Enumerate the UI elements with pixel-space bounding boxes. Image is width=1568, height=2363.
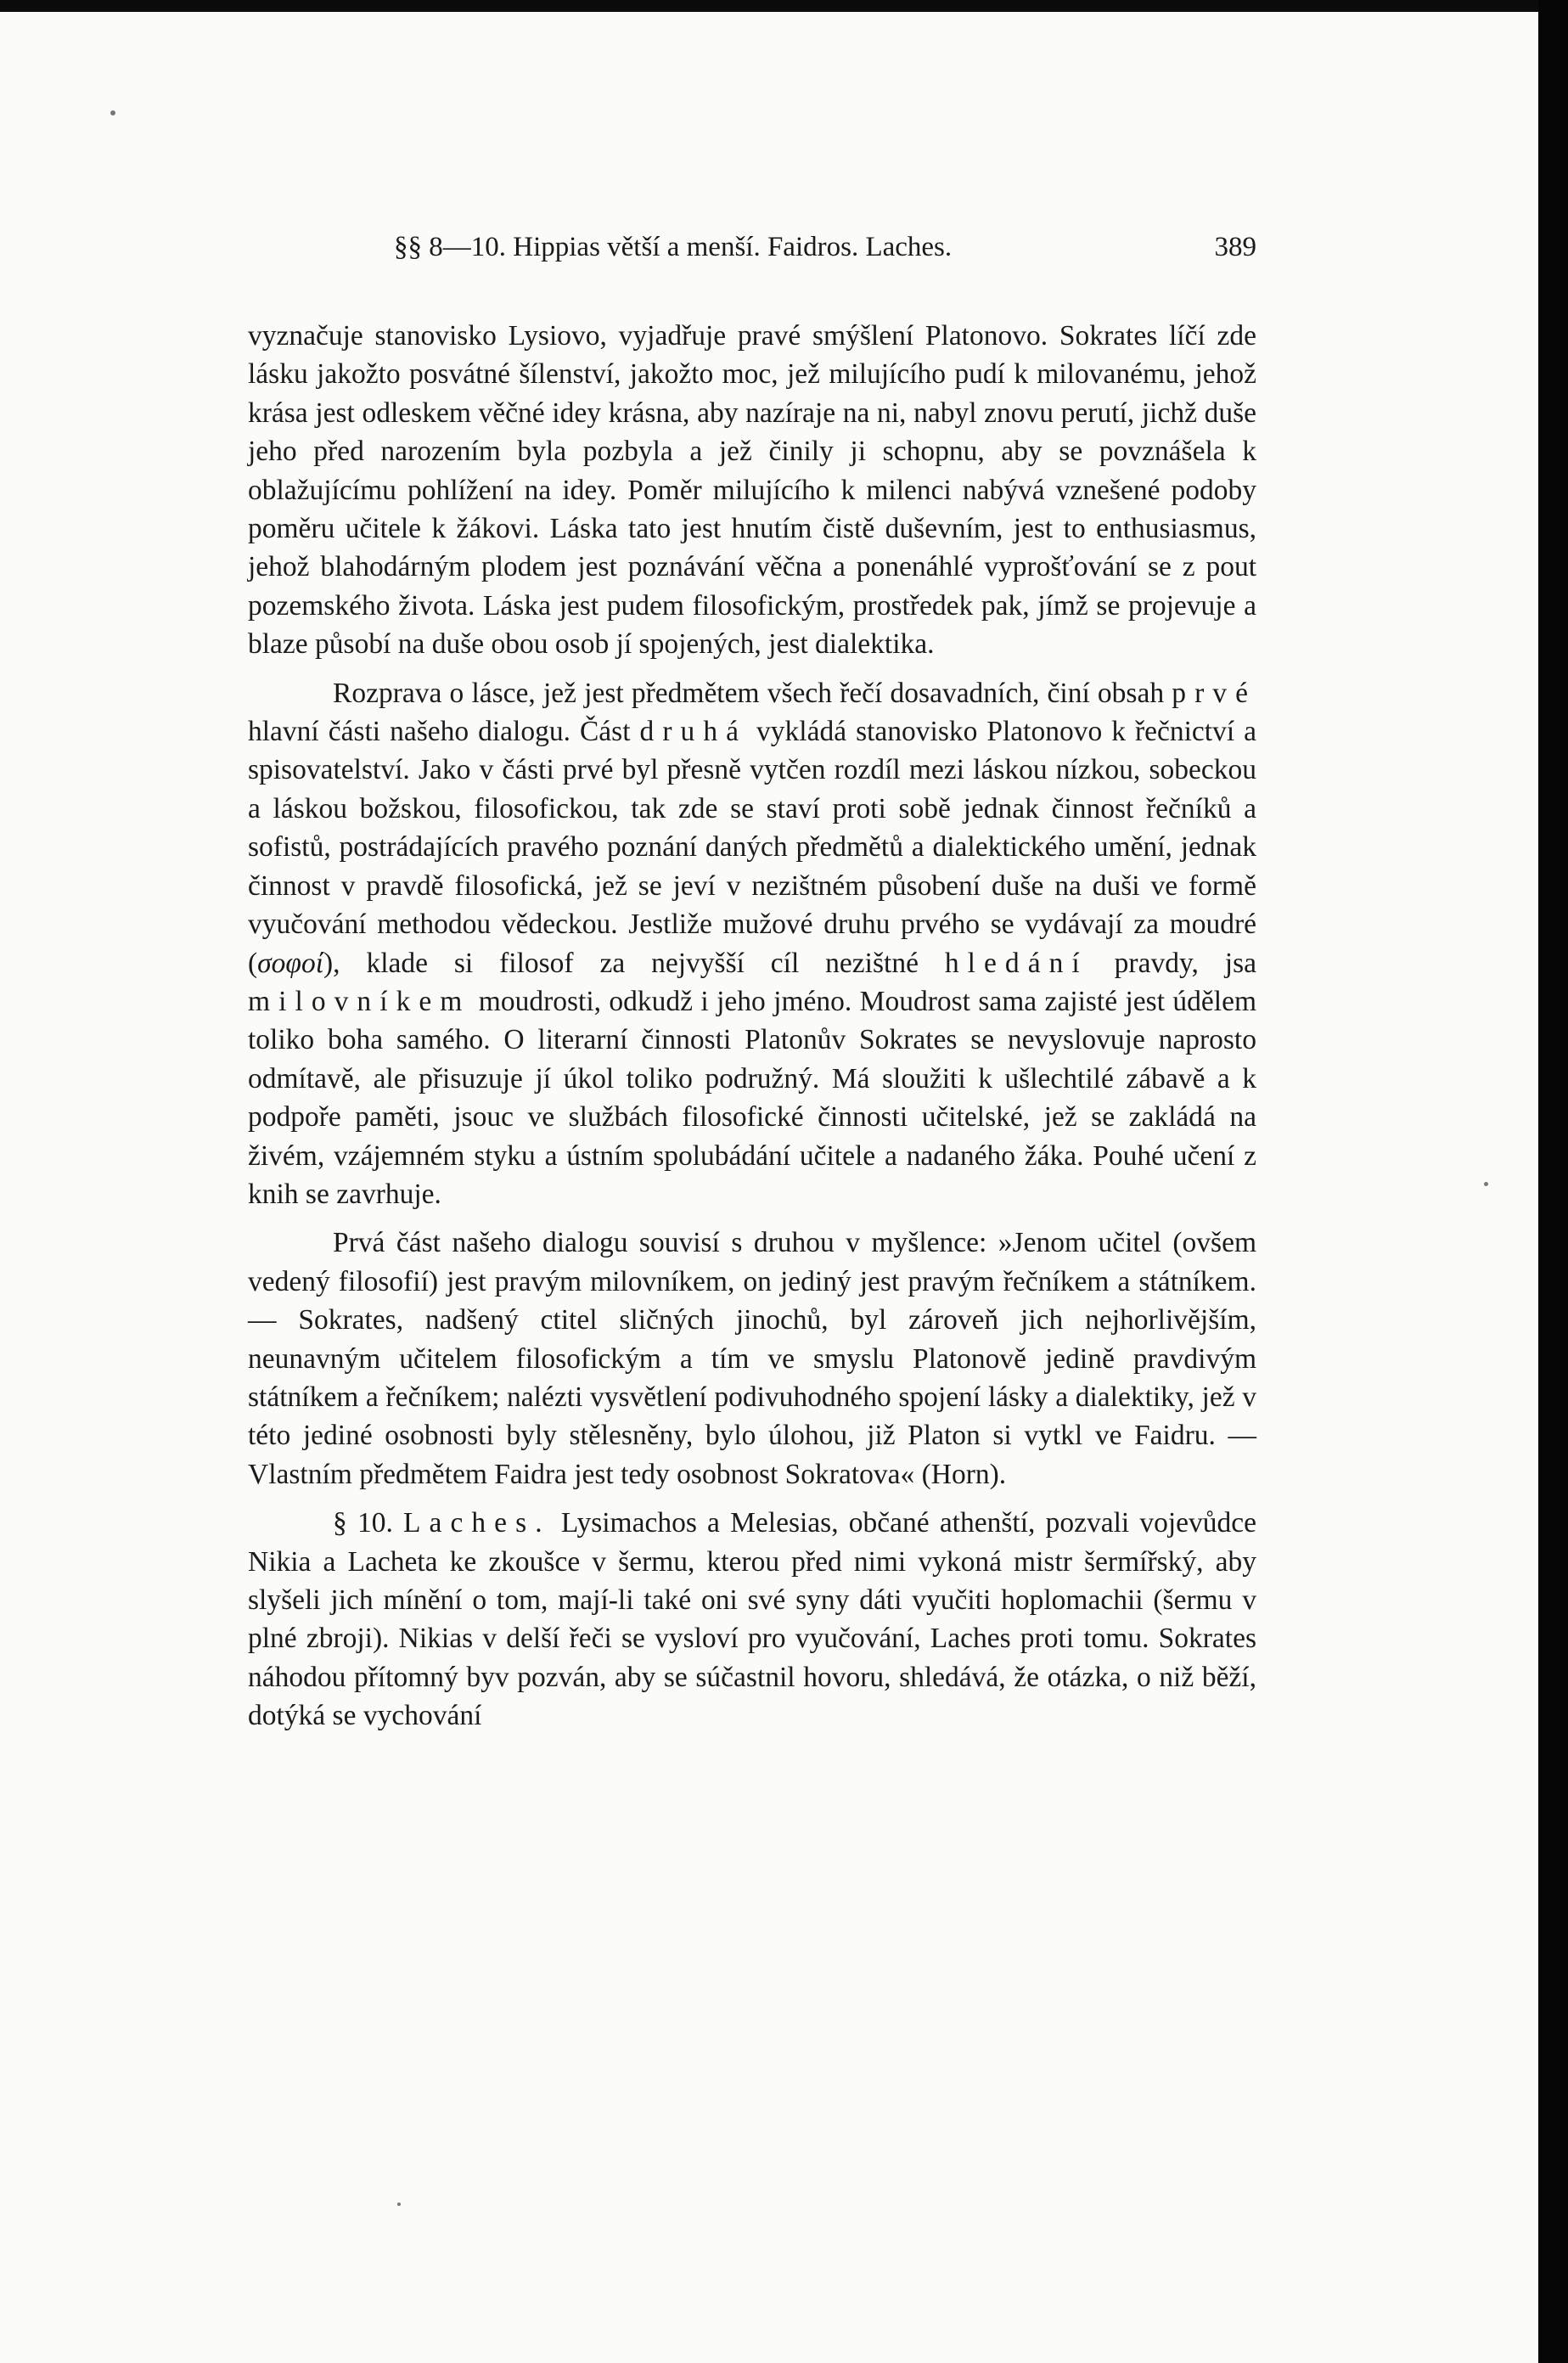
p2-text-e: vykládá stanovisko Platonovo k řečnictví a spisovatelství. Jako v části prvé byl přesně vytčen rozdíl mezi láskou nízkou, sobeckou a láskou božskou, filosofickou, tak zde se staví proti sobě jednak činnost řečníků a sofistů, postrádajících pravého poznání daných předmětů a dialektického umění, jednak činnost v pravdě filosofická, jež se jeví v nezištném působení duše na duši ve formě vyučování methodou vědeckou. Jestliže mužové druhu prvého se vydávají za moudré ( — [248, 716, 1257, 979]
p2-text-h: pravdy, jsa — [1114, 947, 1256, 979]
body-text — [248, 317, 1256, 1736]
p4-text: Lysimachos a Melesias, občané athenští, pozvali vojevůdce Nikia a Lacheta ke zkoušce v šermu, kterou před nimi vykoná mistr šermířský, aby slyšeli jich mínění o tom, mají-li také oni své syny dáti vyučiti hoplomachii (šermu v plné zbroji). Nikias v delší řeči se vysloví pro vyučování, Laches proti tomu. Sokrates náhodou přítomný byv pozván, aby se súčastnil hovoru, shledává, že otázka, o niž běží, dotýká se vychování — [248, 1507, 1257, 1732]
paper-speck — [1484, 1182, 1488, 1186]
paragraph-4 — [248, 1504, 1256, 1735]
page-number: 389 — [1214, 232, 1256, 262]
p2-emphasis-druha: druhá — [639, 716, 748, 748]
paper-speck — [110, 110, 115, 115]
p2-text-c: hlavní části našeho dialogu. Část — [248, 716, 631, 748]
book-page — [0, 12, 1538, 2363]
p2-text-f: ), klade si filosof za nejvyšší cíl nezištné — [323, 947, 919, 979]
running-header — [394, 232, 1256, 269]
p2-emphasis-prve: prvé — [1172, 677, 1256, 709]
scan-edge — [1538, 0, 1568, 2363]
p2-greek-word: σοφοί — [257, 947, 324, 979]
section-number: § 10. — [333, 1507, 393, 1539]
paragraph-2 — [248, 674, 1256, 1214]
paragraph-3: Prvá část našeho dialogu souvisí s druhou v myšlence: »Jenom učitel (ovšem vedený filosofií) jest pravým milovníkem, on jediný jest pravým řečníkem a státníkem. — Sokrates, nadšený ctitel sličných jinochů, byl zároveň jich nejhorlivějším, neunavným učitelem filosofickým a tím ve smyslu Platonově jedině pravdivým státníkem a řečníkem; nalézti vysvětlení podivuhodného spojení lásky a dialektiky, jež v této jediné osobnosti byly stělesněny, bylo úlohou, již Platon si vytkl ve Faidru. — Vlastním předmětem Faidra jest tedy osobnost Sokratova« (Horn). — [248, 1227, 1256, 1490]
p2-emphasis-milovnikem: milovníkem — [248, 985, 471, 1017]
p2-emphasis-hledani: hledání — [944, 947, 1088, 979]
header-title: §§ 8—10. Hippias větší a menší. Faidros. Laches. — [394, 232, 953, 262]
section-title-laches: Laches. — [403, 1507, 551, 1539]
p2-text-a: Rozprava o lásce, jež jest předmětem všech řečí dosavadních, činí obsah — [333, 677, 1165, 709]
paper-speck — [397, 2203, 401, 2206]
p2-text-j: moudrosti, odkudž i jeho jméno. Moudrost sama zajisté jest údělem toliko boha samého. O literarní činnosti Platonův Sokrates se nevyslovuje naprosto odmítavě, ale přisuzuje jí úkol toliko podružný. Má sloužiti k ušlechtilé zábavě a k podpoře paměti, jsouc ve službách filosofické činnosti učitelské, jež se zakládá na živém, vzájemném styku a ústním spolubádání učitele a nadaného žáka. Pouhé učení z knih se zavrhuje. — [248, 985, 1257, 1210]
paragraph-1: vyznačuje stanovisko Lysiovo, vyjadřuje pravé smýšlení Platonovo. Sokrates líčí zde lásku jakožto posvátné šílenství, jakožto moc, jež milujícího pudí k milovanému, jehož krása jest odleskem věčné idey krásna, aby nazíraje na ni, nabyl znovu perutí, jichž duše jeho před narozením byla pozbyla a jež činily ji schopnu, aby se povznášela k oblažujícímu pohlížení na idey. Poměr milujícího k milenci nabývá vznešené podoby poměru učitele k žákovi. Láska tato jest hnutím čistě duševním, jest to enthusiasmus, jehož blahodárným plodem jest poznávání věčna a ponenáhlé vyprošťování se z pout pozemského života. Láska jest pudem filosofickým, prostředek pak, jímž se projevuje a blaze působí na duše obou osob jí spojených, jest dialektika. — [248, 320, 1256, 661]
